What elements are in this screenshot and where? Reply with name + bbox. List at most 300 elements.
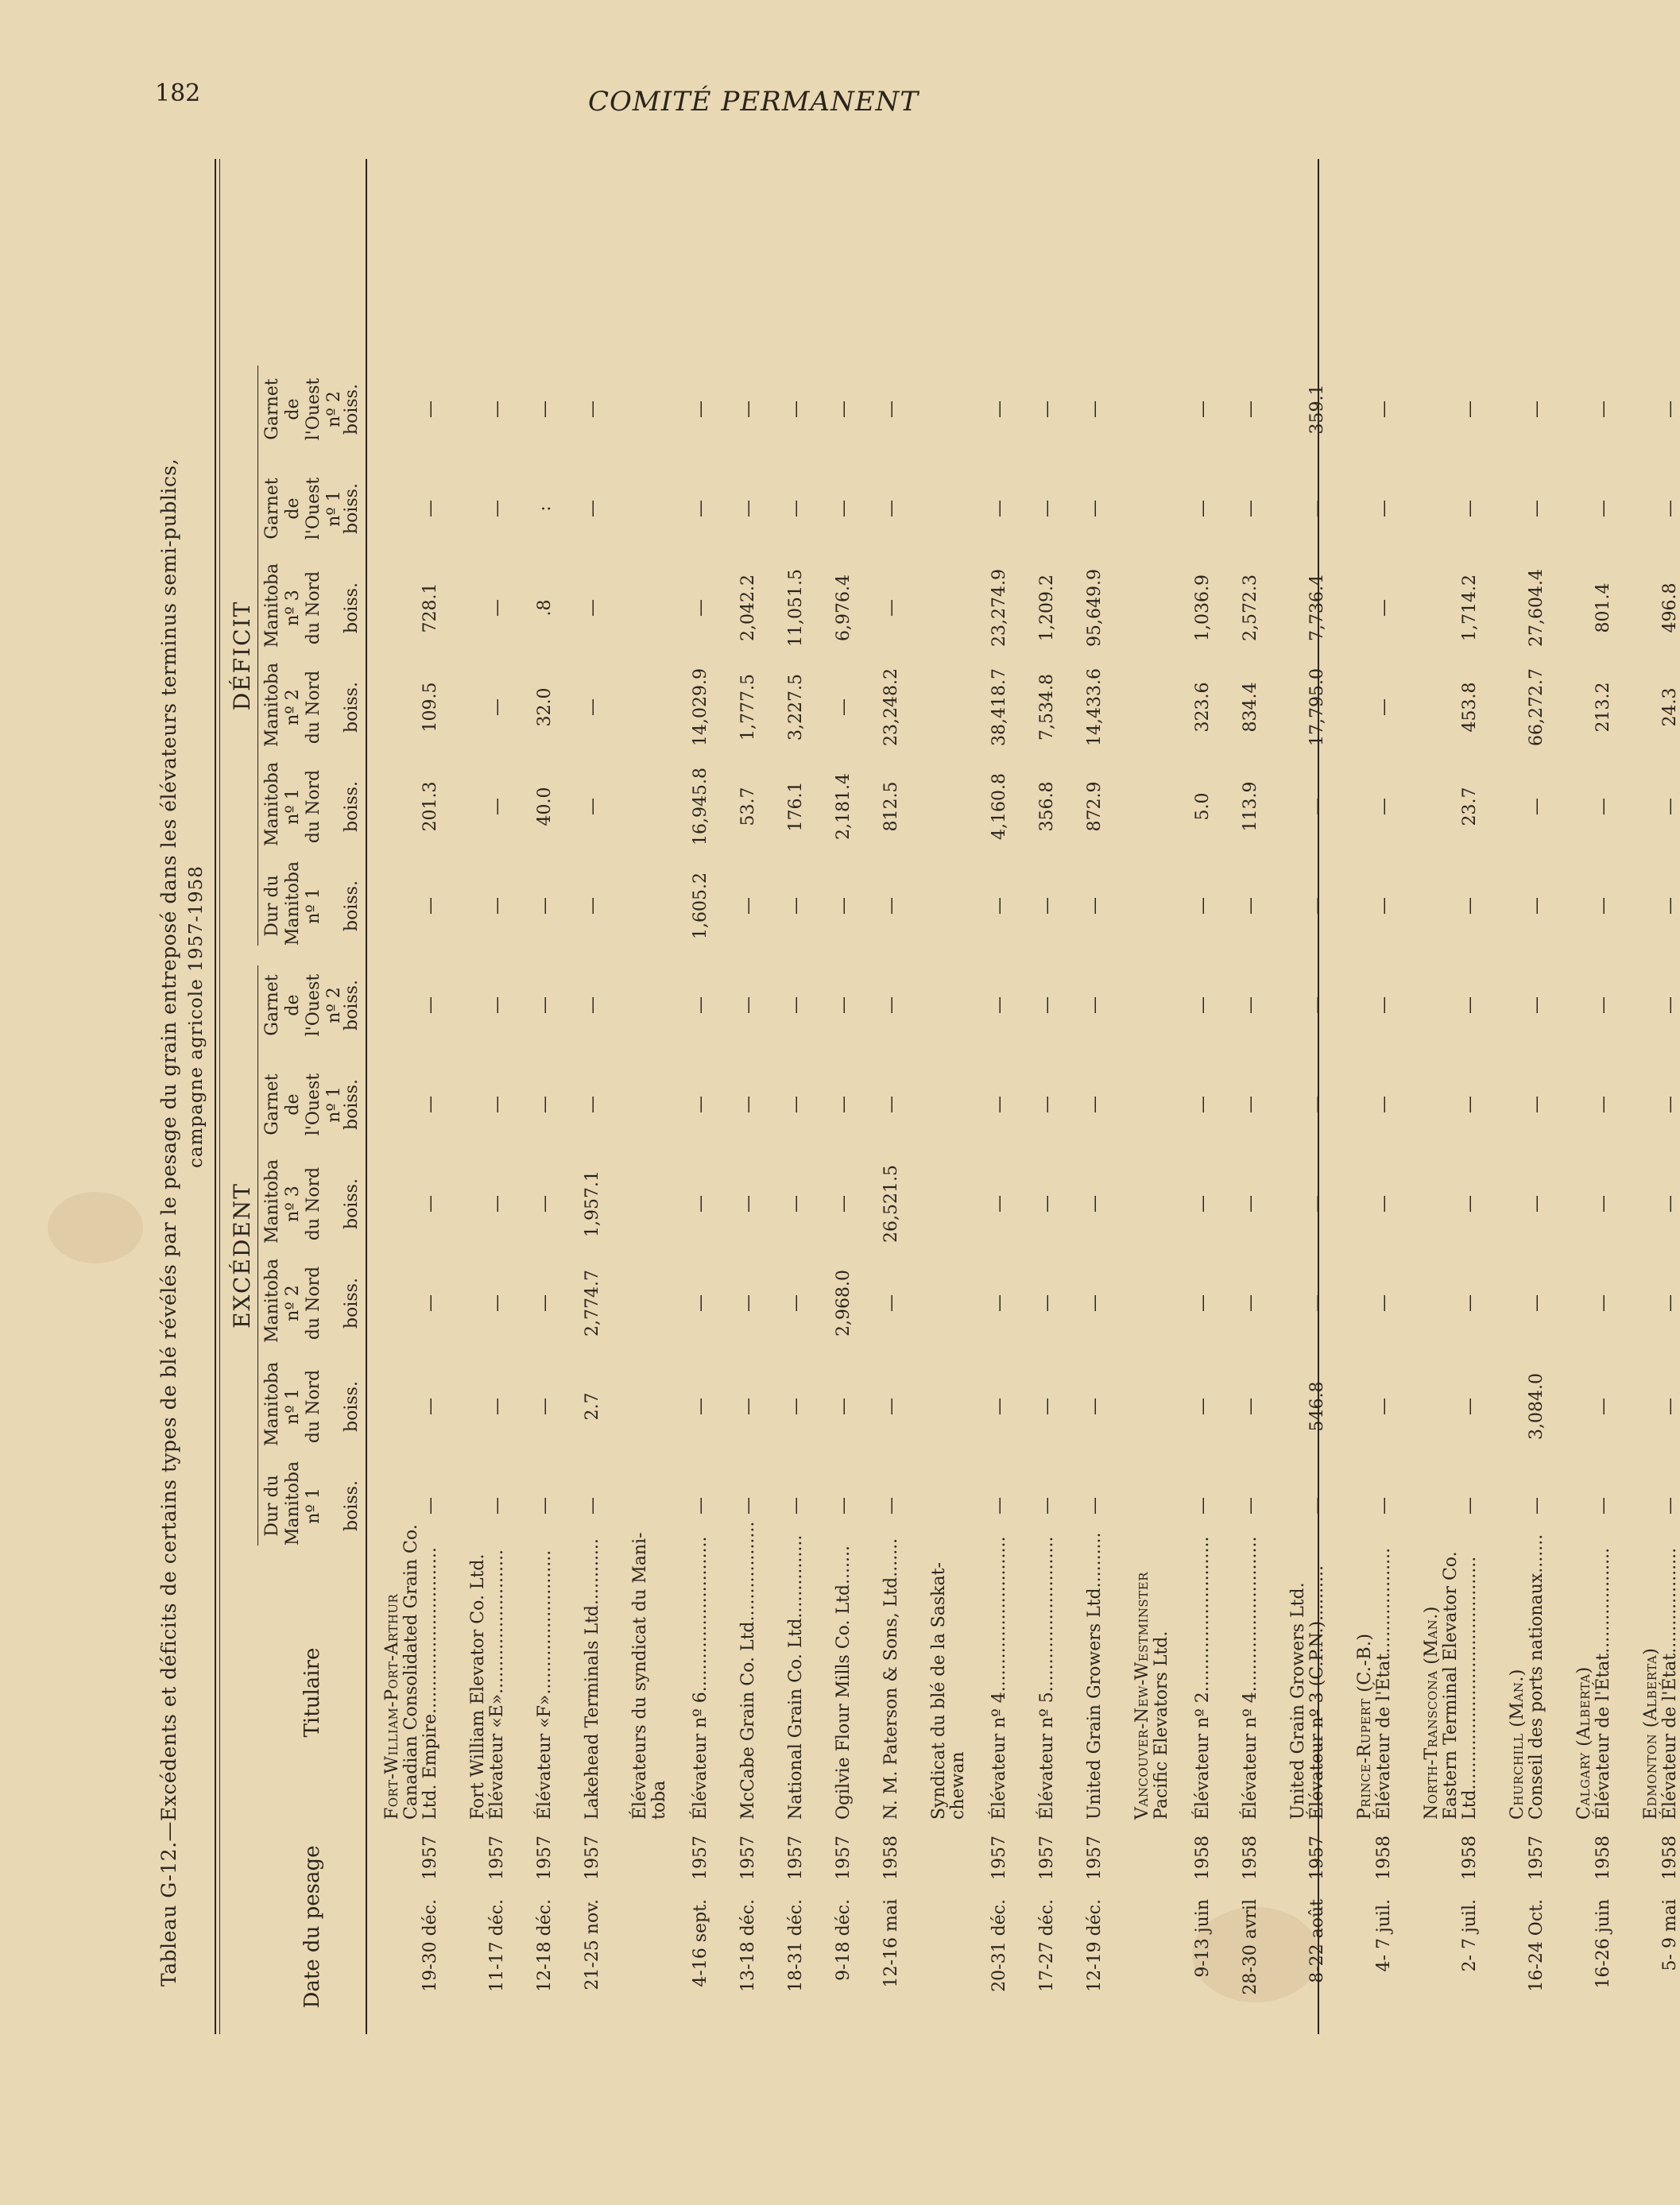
weighing-date: 8-22 août — [1307, 1899, 1327, 1983]
titulaire-cell — [583, 1538, 602, 1820]
titulaire-line: Élévateur «E».......................... — [487, 1549, 507, 1820]
weighing-year: 1957 — [786, 1836, 806, 1880]
value-cell: — — [1527, 1195, 1546, 1213]
value-cell: — — [1037, 1096, 1057, 1113]
date-cell — [1375, 1832, 1394, 2034]
weighing-date: 28-30 avril — [1241, 1899, 1260, 1995]
column-header-line: l'Ouest — [304, 1073, 323, 1136]
value-cell: — — [583, 400, 602, 418]
bottom-rule — [1318, 159, 1319, 2034]
value-cell: — — [1593, 1398, 1613, 1415]
value-cell: — — [583, 897, 602, 915]
titulaire-line: North-Transcona (Man.) — [1422, 1606, 1442, 1820]
weighing-date: 16-24 Oct. — [1527, 1899, 1546, 1992]
value-cell: — — [535, 1294, 555, 1312]
paper-stain — [48, 1192, 143, 1263]
date-cell — [1661, 1832, 1680, 2034]
value-cell: — — [738, 1096, 758, 1113]
column-header-line: du Nord — [304, 571, 323, 645]
value-cell: — — [1193, 996, 1213, 1014]
titulaire-line: chewan — [948, 1751, 968, 1820]
value-cell: 834.4 — [1241, 682, 1260, 733]
weighing-date: 12-18 déc. — [535, 1899, 555, 1992]
titulaire-line: Élévateur «F».......................... — [535, 1549, 555, 1820]
column-header-line: nº 1 — [304, 888, 323, 924]
titulaire-line: Ltd. Empire.............................. — [420, 1547, 440, 1820]
weighing-date: 13-18 déc. — [738, 1899, 758, 1992]
value-cell: 7,736.4 — [1307, 574, 1327, 641]
value-cell: — — [738, 1195, 758, 1213]
titulaire-cell — [834, 1545, 854, 1820]
titulaire-cell — [382, 1524, 440, 1820]
value-cell: — — [691, 1294, 710, 1312]
value-cell: — — [1307, 1294, 1327, 1312]
value-cell: — — [1193, 897, 1213, 915]
column-header-line: nº 1 — [324, 490, 344, 527]
value-cell: — — [881, 599, 901, 617]
column-unit: boiss. — [342, 781, 362, 832]
value-cell: 95,649.9 — [1085, 569, 1105, 647]
value-cell: — — [691, 400, 710, 418]
date-cell — [834, 1832, 854, 2034]
value-cell: — — [583, 500, 602, 517]
date-cell — [787, 1832, 806, 2034]
value-cell: — — [786, 1294, 806, 1312]
column-header-line: nº 2 — [283, 1285, 303, 1321]
weighing-year: 1958 — [1241, 1836, 1260, 1880]
value-cell: — — [1527, 1294, 1546, 1312]
value-cell: — — [881, 500, 901, 517]
value-cell: 1,036.9 — [1193, 574, 1213, 641]
column-header-line: nº 2 — [324, 391, 344, 427]
column-header-line: nº 3 — [283, 590, 303, 626]
titulaire-line: United Grain Growers Ltd. — [1288, 1582, 1308, 1820]
value-cell: — — [1593, 1294, 1613, 1312]
value-cell: — — [989, 1195, 1009, 1213]
titulaire-cell — [630, 1532, 669, 1820]
value-cell: — — [989, 1096, 1009, 1113]
value-cell: — — [487, 400, 507, 418]
titulaire-line: Ltd.......................................... — [1460, 1556, 1480, 1820]
value-cell: 23,248.2 — [881, 668, 901, 746]
column-header-line: Manitoba — [283, 861, 303, 946]
value-cell: — — [1193, 500, 1213, 517]
value-cell: — — [420, 897, 440, 915]
titulaire-cell — [1422, 1551, 1480, 1820]
titulaire-line: Syndicat du blé de la Saskat- — [929, 1562, 949, 1820]
value-cell: — — [1660, 1398, 1680, 1415]
value-cell: — — [738, 400, 758, 418]
top-rule-double — [219, 159, 220, 2034]
column-header-line: Manitoba — [262, 563, 282, 648]
value-cell: 27,604.4 — [1527, 569, 1546, 647]
weighing-year: 1958 — [1374, 1836, 1394, 1880]
weighing-year: 1957 — [420, 1836, 440, 1880]
column-header-line: nº 1 — [304, 1487, 323, 1524]
value-cell: — — [1374, 500, 1394, 517]
column-unit: boiss. — [342, 1278, 362, 1329]
column-header-line: nº 3 — [283, 1186, 303, 1222]
weighing-date: 20-31 déc. — [989, 1899, 1009, 1992]
date-cell — [1527, 1832, 1546, 2034]
titulaire-line: National Grain Co. Ltd............... — [786, 1534, 806, 1820]
value-cell: — — [989, 1294, 1009, 1312]
value-cell: — — [487, 1096, 507, 1113]
column-header-line: Manitoba — [262, 1258, 282, 1343]
value-cell: — — [1593, 1096, 1613, 1113]
column-header — [262, 469, 345, 548]
value-cell: — — [691, 1096, 710, 1113]
titulaire-cell — [989, 1536, 1009, 1820]
column-header — [262, 1361, 324, 1446]
col-titulaire-header: Titulaire — [300, 1647, 324, 1738]
weighing-year: 1957 — [1037, 1836, 1057, 1880]
column-header — [262, 563, 324, 648]
excedent-rule — [257, 965, 258, 1545]
weighing-year: 1958 — [881, 1836, 901, 1880]
titulaire-line: Calgary (Alberta) — [1574, 1666, 1594, 1820]
value-cell: — — [691, 599, 710, 617]
table-title: Tableau G-12.—Excédents et déficits de certains types de blé révélés par le pesage du grain entreposé dans les élévateurs terminus semi-publics, — [157, 458, 180, 1986]
titulaire-line: Élévateur nº 4............................ — [989, 1536, 1009, 1820]
value-cell: — — [1460, 1497, 1480, 1514]
titulaire-line: Élévateur de l'État................... — [1593, 1547, 1613, 1820]
column-header-line: Garnet — [262, 1073, 282, 1135]
value-cell: — — [881, 1497, 901, 1514]
value-cell: 26,521.5 — [881, 1165, 901, 1243]
titulaire-line: McCabe Grain Co. Ltd.................. — [738, 1521, 758, 1820]
value-cell: — — [420, 1497, 440, 1514]
value-cell: — — [1460, 500, 1480, 517]
value-cell: — — [1374, 400, 1394, 418]
value-cell: — — [1460, 897, 1480, 915]
titulaire-cell — [1037, 1536, 1057, 1820]
value-cell: — — [834, 897, 854, 915]
titulaire-line: Edmonton (Alberta) — [1641, 1647, 1661, 1820]
titulaire-cell — [468, 1549, 507, 1820]
value-cell: — — [1085, 1497, 1105, 1514]
value-cell: — — [1660, 897, 1680, 915]
value-cell: 496.8 — [1660, 582, 1680, 633]
value-cell: — — [1460, 1096, 1480, 1113]
value-cell: — — [583, 996, 602, 1014]
value-cell: 1,777.5 — [738, 674, 758, 741]
value-cell: — — [487, 500, 507, 517]
value-cell: — — [1374, 798, 1394, 815]
value-cell: 728.1 — [420, 582, 440, 633]
titulaire-cell — [1085, 1532, 1105, 1820]
value-cell: — — [989, 400, 1009, 418]
titulaire-cell — [1574, 1547, 1613, 1820]
value-cell: — — [691, 1195, 710, 1213]
value-cell: — — [1307, 1497, 1327, 1514]
weighing-year: 1957 — [583, 1836, 602, 1880]
column-unit: boiss. — [342, 582, 362, 633]
value-cell: 3,227.5 — [786, 674, 806, 741]
weighing-date: 11-17 déc. — [487, 1899, 507, 1992]
weighing-year: 1957 — [989, 1836, 1009, 1880]
titulaire-cell — [1289, 1557, 1327, 1820]
value-cell: — — [1193, 1195, 1213, 1213]
value-cell: 2,181.4 — [834, 773, 854, 840]
rotated-table — [151, 159, 1680, 2034]
column-unit: boiss. — [342, 1381, 362, 1432]
weighing-year: 1957 — [487, 1836, 507, 1880]
date-cell — [882, 1832, 901, 2034]
value-cell: 453.8 — [1460, 682, 1480, 733]
value-cell: — — [420, 1096, 440, 1113]
value-cell: — — [1660, 1497, 1680, 1514]
titulaire-cell — [1641, 1547, 1680, 1820]
value-cell: — — [1193, 1398, 1213, 1415]
value-cell: — — [1193, 1294, 1213, 1312]
value-cell: — — [738, 1294, 758, 1312]
value-cell: 38,418.7 — [989, 668, 1009, 746]
weighing-date: 9-18 déc. — [834, 1899, 854, 1981]
titulaire-line: Fort-William-Port-Arthur — [382, 1593, 402, 1820]
value-cell: — — [1307, 897, 1327, 915]
value-cell: — — [1374, 599, 1394, 617]
weighing-date: 5- 9 mai — [1660, 1899, 1680, 1971]
weighing-year: 1958 — [1593, 1836, 1613, 1880]
column-unit: boiss. — [342, 980, 362, 1031]
value-cell: — — [583, 1096, 602, 1113]
value-cell: — — [786, 1195, 806, 1213]
value-cell: — — [786, 996, 806, 1014]
titulaire-cell — [535, 1549, 555, 1820]
titulaire-line: Ogilvie Flour Mills Co. Ltd....... — [834, 1545, 854, 1820]
value-cell: — — [1085, 1398, 1105, 1415]
value-cell: 2,774.7 — [583, 1270, 602, 1337]
value-cell: — — [1307, 1195, 1327, 1213]
value-cell: — — [420, 500, 440, 517]
value-cell: 801.4 — [1593, 582, 1613, 633]
value-cell: — — [1593, 897, 1613, 915]
value-cell: — — [487, 996, 507, 1014]
value-cell: 546.8 — [1307, 1381, 1327, 1432]
column-header-line: nº 2 — [324, 987, 344, 1023]
weighing-year: 1957 — [1527, 1836, 1546, 1880]
value-cell: — — [1085, 1096, 1105, 1113]
value-cell: 14,433.6 — [1085, 668, 1105, 746]
value-cell: — — [1527, 1497, 1546, 1514]
titulaire-line: toba — [649, 1780, 669, 1820]
value-cell: — — [1660, 996, 1680, 1014]
value-cell: — — [738, 1398, 758, 1415]
value-cell: — — [1241, 1294, 1260, 1312]
value-cell: — — [1193, 1096, 1213, 1113]
titulaire-cell — [930, 1557, 968, 1820]
value-cell: — — [1307, 500, 1327, 517]
value-cell: — — [487, 1195, 507, 1213]
value-cell: — — [881, 400, 901, 418]
weighing-year: 1957 — [1085, 1836, 1105, 1880]
column-header-line: nº 1 — [283, 788, 303, 825]
titulaire-line: Élévateur nº 5............................ — [1037, 1536, 1057, 1820]
value-cell: — — [786, 1497, 806, 1514]
value-cell: 66,272.7 — [1527, 668, 1546, 746]
value-cell: — — [583, 599, 602, 617]
value-cell: : — [535, 505, 555, 512]
value-cell: — — [1527, 897, 1546, 915]
value-cell: — — [1037, 500, 1057, 517]
column-header-line: Manitoba — [283, 1460, 303, 1545]
column-unit: boiss. — [342, 1178, 362, 1229]
value-cell: — — [834, 1195, 854, 1213]
value-cell: — — [487, 1294, 507, 1312]
value-cell: — — [1241, 1398, 1260, 1415]
titulaire-cell — [738, 1521, 758, 1820]
value-cell: 24.3 — [1660, 687, 1680, 727]
value-cell: 7,534.8 — [1037, 674, 1057, 741]
value-cell: — — [535, 400, 555, 418]
date-cell — [1461, 1832, 1480, 2034]
value-cell: — — [1307, 996, 1327, 1014]
column-header-line: Manitoba — [262, 1361, 282, 1446]
date-cell — [1194, 1832, 1213, 2034]
value-cell: 23,274.9 — [989, 569, 1009, 647]
value-cell: — — [1241, 996, 1260, 1014]
weighing-year: 1957 — [1307, 1836, 1327, 1880]
value-cell: — — [1527, 500, 1546, 517]
value-cell: — — [583, 698, 602, 716]
value-cell: 1,714.2 — [1460, 574, 1480, 641]
column-header-line: de — [283, 994, 303, 1016]
column-header-line: nº 1 — [324, 1086, 344, 1123]
weighing-year: 1957 — [691, 1836, 710, 1880]
value-cell: — — [1593, 400, 1613, 418]
value-cell: — — [420, 996, 440, 1014]
value-cell: — — [1193, 1497, 1213, 1514]
column-unit: boiss. — [342, 384, 362, 435]
value-cell: — — [1085, 996, 1105, 1014]
value-cell: 32.0 — [535, 687, 555, 727]
value-cell: 17,795.0 — [1307, 668, 1327, 746]
value-cell: — — [1593, 500, 1613, 517]
date-cell — [1241, 1832, 1260, 2034]
value-cell: — — [487, 698, 507, 716]
titulaire-line: Vancouver-New-Westminster — [1132, 1572, 1152, 1820]
value-cell: 2,042.2 — [738, 574, 758, 641]
value-cell: — — [1193, 400, 1213, 418]
weighing-date: 18-31 déc. — [786, 1899, 806, 1992]
column-header-line: Manitoba — [262, 1159, 282, 1244]
value-cell: — — [1527, 996, 1546, 1014]
value-cell: — — [1660, 1096, 1680, 1113]
titulaire-cell — [1133, 1557, 1171, 1820]
date-cell — [739, 1832, 758, 2034]
date-cell — [583, 1832, 602, 2034]
column-header-line: Manitoba — [262, 662, 282, 747]
weighing-date: 16-26 juin — [1593, 1899, 1613, 1989]
value-cell: — — [738, 897, 758, 915]
value-cell: — — [1037, 1195, 1057, 1213]
value-cell: — — [487, 798, 507, 815]
value-cell: — — [1307, 798, 1327, 815]
page-number: 182 — [155, 79, 201, 107]
value-cell: — — [420, 1398, 440, 1415]
column-header-line: Dur du — [262, 1475, 282, 1537]
value-cell: — — [1460, 1294, 1480, 1312]
value-cell: — — [834, 1096, 854, 1113]
value-cell: 872.9 — [1085, 781, 1105, 832]
date-cell — [1086, 1832, 1105, 2034]
column-header-line: de — [283, 497, 303, 520]
value-cell: — — [1460, 996, 1480, 1014]
titulaire-cell — [1355, 1547, 1394, 1820]
column-header-line: du Nord — [304, 1166, 323, 1241]
value-cell: — — [1241, 1497, 1260, 1514]
titulaire-cell — [1241, 1536, 1260, 1820]
column-unit: boiss. — [342, 1480, 362, 1531]
value-cell: — — [1593, 1195, 1613, 1213]
value-cell: 2.7 — [583, 1392, 602, 1421]
column-header — [262, 861, 324, 946]
titulaire-line: United Grain Growers Ltd.......... — [1085, 1532, 1105, 1820]
titulaire-line: Pacific Elevators Ltd. — [1152, 1631, 1171, 1820]
date-cell — [1594, 1832, 1613, 2034]
column-header-line: de — [283, 398, 303, 420]
value-cell: — — [1374, 996, 1394, 1014]
value-cell: 1,209.2 — [1037, 574, 1057, 641]
value-cell: — — [786, 897, 806, 915]
value-cell: — — [535, 1096, 555, 1113]
date-cell — [536, 1832, 555, 2034]
value-cell: — — [1085, 1195, 1105, 1213]
value-cell: 113.9 — [1241, 781, 1260, 832]
value-cell: — — [1527, 798, 1546, 815]
value-cell: — — [786, 1096, 806, 1113]
value-cell: 109.5 — [420, 682, 440, 733]
value-cell: 6,976.4 — [834, 574, 854, 641]
header-rule — [366, 159, 367, 2034]
value-cell: — — [420, 1294, 440, 1312]
titulaire-cell — [1508, 1534, 1546, 1820]
column-header-line: de — [283, 1093, 303, 1116]
value-cell: — — [1085, 400, 1105, 418]
value-cell: — — [786, 400, 806, 418]
column-header-line: Dur du — [262, 875, 282, 937]
column-header-line: du Nord — [304, 1266, 323, 1340]
weighing-year: 1957 — [535, 1836, 555, 1880]
value-cell: — — [1037, 996, 1057, 1014]
column-header-line: Garnet — [262, 478, 282, 540]
value-cell: — — [1374, 698, 1394, 716]
value-cell: — — [691, 1398, 710, 1415]
value-cell: — — [1660, 500, 1680, 517]
value-cell: 5.0 — [1193, 792, 1213, 821]
value-cell: — — [881, 996, 901, 1014]
value-cell: — — [786, 1398, 806, 1415]
value-cell: — — [535, 897, 555, 915]
value-cell: — — [1593, 996, 1613, 1014]
value-cell: — — [834, 1398, 854, 1415]
value-cell: — — [881, 1096, 901, 1113]
column-header-line: l'Ouest — [304, 377, 323, 441]
titulaire-line: Élévateur nº 3 (C.P.N.).......... — [1307, 1565, 1327, 1820]
value-cell: — — [1037, 1497, 1057, 1514]
titulaire-line: Élévateur nº 6............................ — [691, 1536, 710, 1820]
weighing-date: 17-27 déc. — [1037, 1899, 1057, 1992]
value-cell: — — [1037, 400, 1057, 418]
weighing-year: 1958 — [1460, 1836, 1480, 1880]
value-cell: 16,945.8 — [691, 768, 710, 845]
weighing-year: 1958 — [1193, 1836, 1213, 1880]
value-cell: 14,029.9 — [691, 668, 710, 746]
titulaire-line: Fort William Elevator Co. Ltd. — [468, 1553, 488, 1820]
column-header-line: l'Ouest — [304, 973, 323, 1037]
weighing-year: 1957 — [738, 1836, 758, 1880]
